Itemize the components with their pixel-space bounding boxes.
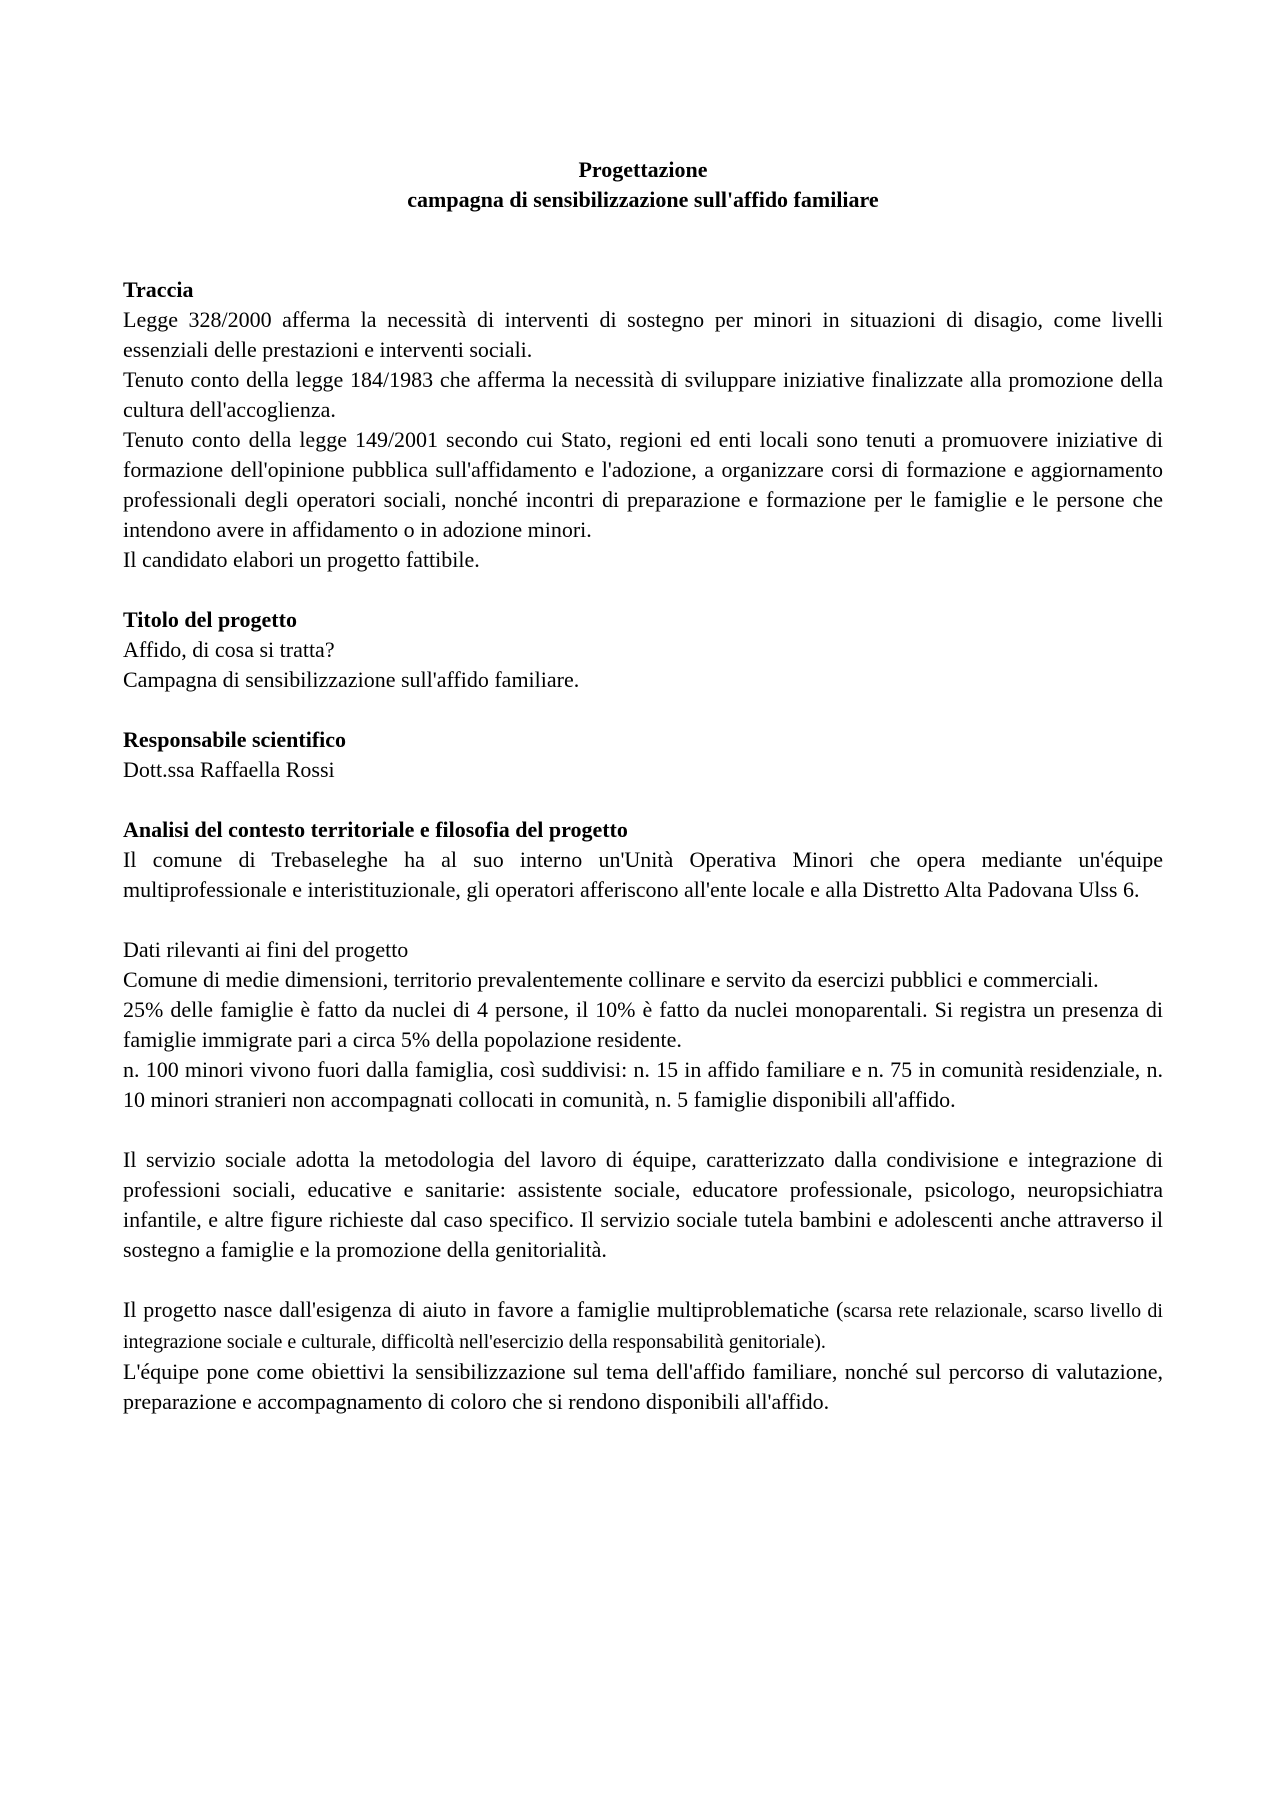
dati-paragraph: n. 100 minori vivono fuori dalla famiglia, così suddivisi: n. 15 in affido familiare e n. 75 in comunità residenziale, n. 10 minori stranieri non accompagnati collocati in comunità, n. 5 famiglie disponibili all'affido.	[123, 1057, 1163, 1112]
obiettivi-paragraph: L'équipe pone come obiettivi la sensibilizzazione sul tema dell'affido familiare, nonché sul percorso di valutazione, preparazione e accompagnamento di coloro che si rendono disponibili all'affido.	[123, 1359, 1163, 1414]
section-heading-titolo: Titolo del progetto	[123, 607, 297, 632]
traccia-paragraph: Tenuto conto della legge 184/1983 che afferma la necessità di sviluppare iniziative finalizzate alla promozione della cultura dell'accoglienza.	[123, 367, 1163, 422]
dati-paragraph: 25% delle famiglie è fatto da nuclei di 4 persone, il 10% è fatto da nuclei monoparentali. Si registra un presenza di famiglie immigrate pari a circa 5% della popolazione residente.	[123, 997, 1163, 1052]
document-content	[123, 155, 1163, 1447]
section-titolo-progetto	[123, 605, 1163, 695]
section-responsabile	[123, 725, 1163, 785]
section-analisi	[123, 815, 1163, 905]
section-progetto	[123, 1295, 1163, 1417]
progetto-paragraph	[123, 1295, 1163, 1357]
servizio-paragraph: Il servizio sociale adotta la metodologia del lavoro di équipe, caratterizzato dalla condivisione e integrazione di professioni sociali, educative e sanitarie: assistente sociale, educatore professionale, psicologo, neuropsichiatra infantile, e altre figure richieste dal caso specifico. Il servizio sociale tutela bambini e adolescenti anche attraverso il sostegno a famiglie e la promozione della genitorialità.	[123, 1147, 1163, 1262]
section-dati	[123, 935, 1163, 1115]
document-title: Progettazione	[578, 157, 708, 182]
progetto-intro: Il progetto nasce dall'esigenza di aiuto in favore a famiglie multiproblematiche (	[123, 1297, 844, 1322]
document-subtitle: campagna di sensibilizzazione sull'affido familiare	[407, 187, 879, 212]
section-traccia	[123, 275, 1163, 575]
section-heading-analisi: Analisi del contesto territoriale e filosofia del progetto	[123, 817, 628, 842]
traccia-paragraph: Legge 328/2000 afferma la necessità di interventi di sostegno per minori in situazioni di disagio, come livelli essenziali delle prestazioni e interventi sociali.	[123, 307, 1163, 362]
analisi-paragraph: Il comune di Trebaseleghe ha al suo interno un'Unità Operativa Minori che opera mediante un'équipe multiprofessionale e interistituzionale, gli operatori afferiscono all'ente locale e alla Distretto Alta Padovana Ulss 6.	[123, 847, 1163, 902]
section-servizio-sociale	[123, 1145, 1163, 1265]
dati-paragraph: Comune di medie dimensioni, territorio prevalentemente collinare e servito da esercizi pubblici e commerciali.	[123, 967, 1099, 992]
responsabile-name: Dott.ssa Raffaella Rossi	[123, 757, 335, 782]
titolo-line: Affido, di cosa si tratta?	[123, 637, 335, 662]
section-heading-responsabile: Responsabile scientifico	[123, 727, 347, 752]
traccia-paragraph: Tenuto conto della legge 149/2001 secondo cui Stato, regioni ed enti locali sono tenuti a promuovere iniziative di formazione dell'opinione pubblica sull'affidamento e l'adozione, a organizzare corsi di formazione e aggiornamento professionali degli operatori sociali, nonché incontri di preparazione e formazione per le famiglie e le persone che intendono avere in affidamento o in adozione minori.	[123, 427, 1163, 542]
document-title-block	[123, 155, 1163, 215]
dati-heading: Dati rilevanti ai fini del progetto	[123, 937, 409, 962]
titolo-line: Campagna di sensibilizzazione sull'affido familiare.	[123, 667, 580, 692]
section-heading-traccia: Traccia	[123, 277, 194, 302]
traccia-paragraph: Il candidato elabori un progetto fattibile.	[123, 547, 480, 572]
progetto-detail: scarsa rete relazionale, scarso livello di integrazione sociale e culturale, difficoltà nell'esercizio della responsabilità genitoriale).	[123, 1300, 1163, 1353]
